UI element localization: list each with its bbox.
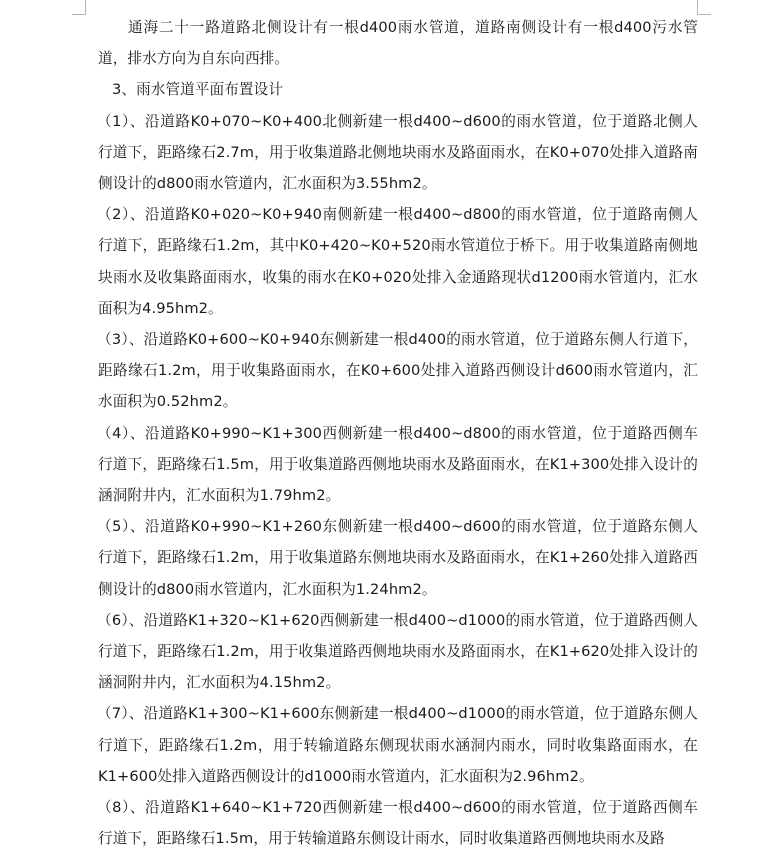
list-item-4: （4）、沿道路K0+990~K1+300西侧新建一根d400~d800的雨水管道，位于道路西侧车行道下，距路缘石1.5m，用于收集道路西侧地块雨水及路面雨水，在K1+300处排入设计的涵洞附井内，汇水面积为1.79hm2。 xyxy=(97,424,698,505)
list-item-2: （2）、沿道路K0+020~K0+940南侧新建一根d400~d800的雨水管道，位于道路南侧人行道下，距路缘石1.2m，其中K0+420~K0+520雨水管道位于桥下。用于收集道路南侧地块雨水及收集路面雨水，收集的雨水在K0+020处排入金通路现状d1200雨水管道内，汇水面积为4.95hm2。 xyxy=(97,206,698,317)
list-item-7: （7）、沿道路K1+300~K1+600东侧新建一根d400~d1000的雨水管道，位于道路东侧人行道下，距路缘石1.2m，用于转输道路东侧现状雨水涵洞内雨水，同时收集路面雨水，在K1+600处排入道路西侧设计的d1000雨水管道内，汇水面积为2.96hm2。 xyxy=(97,705,698,785)
list-item-1: （1）、沿道路K0+070~K0+400北侧新建一根d400~d600的雨水管道，位于道路北侧人行道下，距路缘石2.7m，用于收集道路北侧地块雨水及路面雨水，在K0+070处排入道路南侧设计的d800雨水管道内，汇水面积为3.55hm2。 xyxy=(97,112,698,193)
list-item-3: （3）、沿道路K0+600~K0+940东侧新建一根d400的雨水管道，位于道路东侧人行道下，距路缘石1.2m，用于收集路面雨水，在K0+600处排入道路西侧设计d600雨水管道内，汇水面积为0.52hm2。 xyxy=(97,331,698,411)
crop-mark-right-horizontal xyxy=(697,14,711,15)
crop-mark-left-vertical xyxy=(85,0,86,14)
intro-paragraph: 通海二十一路道路北侧设计有一根d400雨水管道，道路南侧设计有一根d400污水管道，排水方向为自东向西排。 xyxy=(98,19,698,68)
list-item-5: （5）、沿道路K0+990~K1+260东侧新建一根d400~d600的雨水管道，位于道路东侧人行道下，距路缘石1.2m，用于收集道路东侧地块雨水及路面雨水，在K1+260处排入道路西侧设计的d800雨水管道内，汇水面积为1.24hm2。 xyxy=(97,518,698,598)
list-item-8: （8）、沿道路K1+640~K1+720西侧新建一根d400~d600的雨水管道，位于道路西侧车行道下，距路缘石1.5m，用于转输道路东侧设计雨水，同时收集道路西侧地块雨水及路 xyxy=(97,799,698,848)
document-body xyxy=(98,12,698,854)
crop-mark-left-horizontal xyxy=(72,14,86,15)
section-heading: 3、雨水管道平面布置设计 xyxy=(112,81,284,99)
list-item-6: （6）、沿道路K1+320~K1+620西侧新建一根d400~d1000的雨水管道，位于道路西侧人行道下，距路缘石1.2m，用于收集道路西侧地块雨水及路面雨水，在K1+620处排入设计的涵洞附井内，汇水面积为4.15hm2。 xyxy=(97,611,698,692)
